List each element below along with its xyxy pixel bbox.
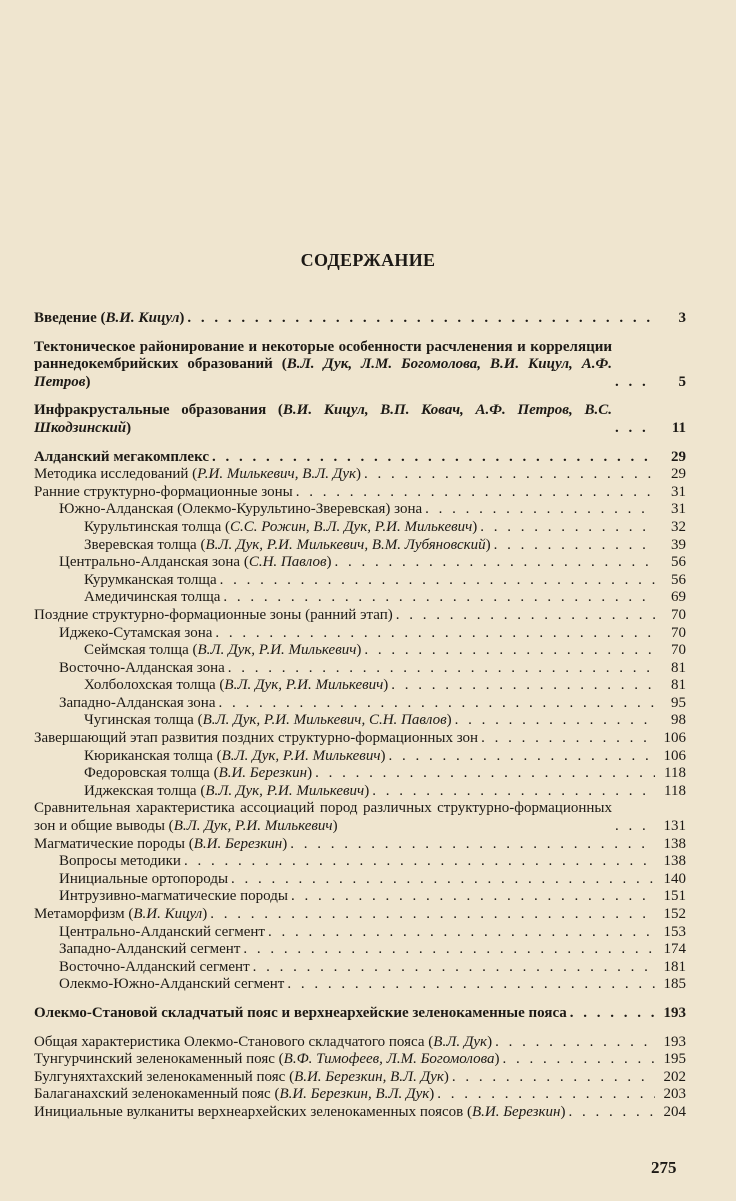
toc-entry [34,1086,686,1104]
toc-leader-dots [396,607,655,625]
toc-entry-title: Инициальные вулканиты верхнеархейских зеленокаменных поясов (В.И. Березкин) [34,1103,566,1120]
toc-leader-dots [290,836,655,854]
toc-entry-title: Иджекская толща (В.Л. Дук, Р.И. Милькевич) [84,782,370,799]
toc-entry-title: Введение (В.И. Кицул) [34,310,185,326]
toc-leader-dots [231,871,655,889]
toc-entry-title: Кюриканская толща (В.Л. Дук, Р.И. Милькевич) [84,747,386,764]
toc-entry [34,959,686,977]
toc-entry-title: Булгуняхтахский зеленокаменный пояс (В.И. Березкин, В.Л. Дук) [34,1068,449,1085]
toc-entry-title: Общая характеристика Олекмо-Станового складчатого пояса (В.Л. Дук) [34,1033,493,1050]
toc-entry-title: Вопросы методики [59,853,181,870]
toc-page-number: 31 [671,483,686,500]
toc-entry [34,607,686,625]
toc-leader-dots [452,1069,655,1087]
toc-entry-title: Курультинская толща (С.С. Рожин, В.Л. Дук, Р.И. Милькевич) [84,518,478,535]
toc-page-number: 118 [664,782,686,799]
toc-entry [34,402,686,437]
toc-entry-authors: В.Л. Дук, Л.М. Богомолова, В.И. Кицул, А.Ф. Петров [34,356,612,390]
toc-entry-title: Инфракрустальные образования (В.И. Кицул, В.П. Ковач, А.Ф. Петров, В.С. Шкодзинский) [34,402,612,436]
toc-page-number: 29 [671,448,686,465]
toc-page-number: 70 [671,624,686,641]
toc-entry-authors: В.Л. Дук, Р.И. Милькевич, В.М. Лубяновский [205,536,486,553]
toc-entry-authors: В.И. Березкин [193,835,283,852]
toc-entry-title: Поздние структурно-формационные зоны (ранний этап) [34,606,393,623]
toc-entry-authors: В.Л. Дук, Р.И. Милькевич [205,782,365,799]
toc-entry-title: Чугинская толща (В.Л. Дук, Р.И. Милькевич, С.Н. Павлов) [84,712,452,729]
toc-leader-dots [253,959,655,977]
toc-leader-dots [615,818,655,836]
toc-entry-title: Южно-Алданская (Олекмо-Курультино-Зверевская) зона [59,501,423,518]
toc-entry-title: Холболохская толща (В.Л. Дук, Р.И. Милькевич) [84,677,389,694]
toc-entry-authors: В.Л. Дук, Р.И. Милькевич [224,677,384,694]
toc-leader-dots [243,941,655,959]
toc-leader-dots [481,730,655,748]
toc-entry [34,310,686,328]
toc-leader-dots [569,1104,656,1122]
toc-page-number: 202 [663,1068,686,1085]
toc-entry-title: Интрузивно-магматические породы [59,888,288,905]
toc-leader-dots [296,484,655,502]
toc-entry-authors: В.Л. Дук [433,1033,488,1050]
toc-leader-dots [228,660,655,678]
toc-leader-dots [364,466,655,484]
toc-entry [34,466,686,484]
toc-entry [34,1034,686,1052]
toc-entry-authors: В.Ф. Тимофеев, Л.М. Богомолова [283,1051,495,1068]
toc-entry [34,554,686,572]
toc-leader-dots [268,924,655,942]
toc-leader-dots [615,420,655,438]
toc-page-number: 106 [663,730,686,747]
toc-page-number: 98 [671,712,686,729]
toc-entry [34,712,686,730]
toc-page-number: 56 [671,571,686,588]
toc-entry-authors: В.И. Березкин, В.Л. Дук [279,1086,430,1103]
toc-leader-dots [315,765,655,783]
toc-page-number: 29 [671,466,686,483]
toc-entry [34,888,686,906]
toc-page-number: 153 [663,923,686,940]
toc-entry-title: Федоровская толща (В.И. Березкин) [84,765,313,782]
toc-entry-title: Восточно-Алданская зона [59,659,225,676]
toc-entry-title: Олекмо-Южно-Алданский сегмент [59,976,285,993]
toc-leader-dots [219,695,656,713]
toc-entry [34,589,686,607]
toc-entry-authors: В.И. Березкин [218,765,308,782]
toc-entry [34,924,686,942]
toc-entry [34,765,686,783]
toc-entry-title: Западно-Алданская зона [59,694,216,711]
toc-entry [34,871,686,889]
toc-entry [34,625,686,643]
toc-entry-authors: В.И. Кицул, В.П. Ковач, А.Ф. Петров, В.С. Шкодзинский [34,402,612,436]
toc-entry [34,730,686,748]
toc-entry [34,572,686,590]
toc-page-number: 195 [663,1051,686,1068]
toc-leader-dots [437,1086,655,1104]
toc-page-number: 193 [663,1004,686,1021]
toc-entry [34,642,686,660]
toc-page-number: 152 [663,906,686,922]
toc-entry [34,660,686,678]
toc-page-number: 81 [671,659,686,676]
toc-entry-title: Олекмо-Становой складчатый пояс и верхнеархейские зеленокаменные пояса [34,1004,567,1021]
toc-entry [34,941,686,959]
toc-page-number: 81 [671,677,686,694]
toc-page-number: 203 [663,1086,686,1103]
toc-leader-dots [215,625,655,643]
toc-leader-dots [388,748,655,766]
toc-page-number: 70 [671,642,686,659]
toc-page-number: 5 [678,373,686,390]
toc-entry [34,695,686,713]
toc-page-number: 138 [663,853,686,870]
toc-entry-authors: В.Л. Дук, Р.И. Милькевич, С.Н. Павлов [202,712,447,729]
toc-leader-dots [220,572,655,590]
toc-leader-dots [287,976,655,994]
toc-page-number: 140 [663,870,686,887]
toc-entry-authors: В.Л. Дук, Р.И. Милькевич [197,642,357,659]
toc-leader-dots [335,554,656,572]
toc-page-number: 106 [663,747,686,764]
toc-leader-dots [210,906,655,924]
toc-page-number: 181 [663,958,686,975]
toc-entry-title: Тектоническое районирование и некоторые особенности расчленения и корреляции раннедокембрийских образований (В.Л. Дук, Л.М. Богомолова, В.И. Кицул, А.Ф. Петров) [34,338,612,390]
toc-entry-authors: С.С. Рожин, В.Л. Дук, Р.И. Милькевич [230,518,473,535]
toc-entry [34,1005,686,1023]
toc-entry [34,519,686,537]
toc-page-number: 3 [678,310,686,326]
toc-page-number: 32 [671,518,686,535]
toc-entry-authors: Р.И. Милькевич, В.Л. Дук [197,466,357,483]
toc-page-number: 118 [664,765,686,782]
toc-entry-title: Методика исследований (Р.И. Милькевич, В.Л. Дук) [34,466,362,483]
toc-entry-title: Балаганахский зеленокаменный пояс (В.И. Березкин, В.Л. Дук) [34,1086,435,1103]
toc-entry-title: Амедичинская толща [84,589,221,606]
toc-leader-dots [570,1005,655,1023]
toc-entry-title: Курумканская толща [84,571,217,588]
toc-entry-title: Центрально-Алданская зона (С.Н. Павлов) [59,554,332,571]
toc-page-number: 39 [671,536,686,553]
toc-entry [34,800,686,835]
toc-entry [34,1069,686,1087]
toc-entry [34,783,686,801]
toc-leader-dots [223,589,655,607]
toc-entry-title: Тунгурчинский зеленокаменный пояс (В.Ф. Тимофеев, Л.М. Богомолова) [34,1051,500,1068]
table-of-contents [34,310,686,1122]
toc-leader-dots [364,642,655,660]
toc-leader-dots [503,1051,655,1069]
toc-page-number: 69 [671,589,686,606]
toc-leader-dots [212,449,655,467]
toc-page-number: 11 [671,419,686,436]
toc-leader-dots [372,783,655,801]
toc-entry [34,1051,686,1069]
toc-entry-authors: В.И. Кицул [105,310,180,326]
page-title: СОДЕРЖАНИЕ [300,250,436,270]
toc-entry-title: Зверевская толща (В.Л. Дук, Р.И. Милькевич, В.М. Лубяновский) [84,536,491,553]
toc-leader-dots [425,501,655,519]
toc-leader-dots [494,537,655,555]
toc-entry [34,339,686,392]
toc-entry-authors: В.Л. Дук, Р.И. Милькевич [173,818,333,835]
toc-page-number: 185 [663,976,686,993]
toc-entry [34,853,686,871]
toc-page-number: 131 [663,818,686,835]
toc-page-number: 70 [671,606,686,623]
toc-entry [34,906,686,924]
toc-leader-dots [184,853,655,871]
toc-entry-authors: В.И. Березкин [471,1103,561,1120]
toc-page-number: 138 [663,835,686,852]
toc-page-number: 193 [663,1033,686,1050]
toc-entry-authors: С.Н. Павлов [248,554,327,571]
toc-entry-title: Иджеко-Сутамская зона [59,624,213,641]
page-number: 275 [651,1158,677,1177]
toc-leader-dots [187,310,655,328]
toc-entry [34,677,686,695]
toc-entry-title: Магматические породы (В.И. Березкин) [34,835,288,852]
toc-entry-title: Ранние структурно-формационные зоны [34,483,293,500]
toc-entry-title: Метаморфизм (В.И. Кицул) [34,906,208,922]
toc-entry [34,537,686,555]
toc-entry-title: Сеймская толща (В.Л. Дук, Р.И. Милькевич) [84,642,362,659]
toc-leader-dots [480,519,655,537]
toc-entry-authors: В.Л. Дук, Р.И. Милькевич [221,747,381,764]
toc-entry-title: Западно-Алданский сегмент [59,941,241,958]
toc-entry-title: Завершающий этап развития поздних структурно-формационных зон [34,730,479,747]
toc-entry [34,976,686,994]
toc-page-number: 56 [671,554,686,571]
toc-entry-authors: В.И. Кицул [133,906,203,922]
toc-leader-dots [495,1034,655,1052]
toc-entry [34,449,686,467]
toc-leader-dots [391,677,655,695]
toc-page-number: 151 [663,888,686,905]
toc-entry-authors: В.И. Березкин, В.Л. Дук [294,1068,444,1085]
toc-leader-dots [615,374,655,392]
toc-entry-title: Центрально-Алданский сегмент [59,923,265,940]
toc-page-number: 31 [671,501,686,518]
toc-entry [34,501,686,519]
toc-entry [34,836,686,854]
toc-entry-title: Инициальные ортопороды [59,870,229,887]
toc-entry [34,748,686,766]
toc-entry-title: Сравнительная характеристика ассоциаций пород различных структурно-формационных зон и общие выводы (В.Л. Дук, Р.И. Милькевич) [34,800,612,835]
toc-page-number: 204 [663,1103,686,1120]
toc-page-number: 174 [663,941,686,958]
toc-leader-dots [291,888,655,906]
toc-entry [34,484,686,502]
toc-entry-title: Алданский мегакомплекс [34,448,210,465]
toc-entry [34,1104,686,1122]
toc-leader-dots [455,712,655,730]
toc-page-number: 95 [671,694,686,711]
toc-entry-title: Восточно-Алданский сегмент [59,958,250,975]
